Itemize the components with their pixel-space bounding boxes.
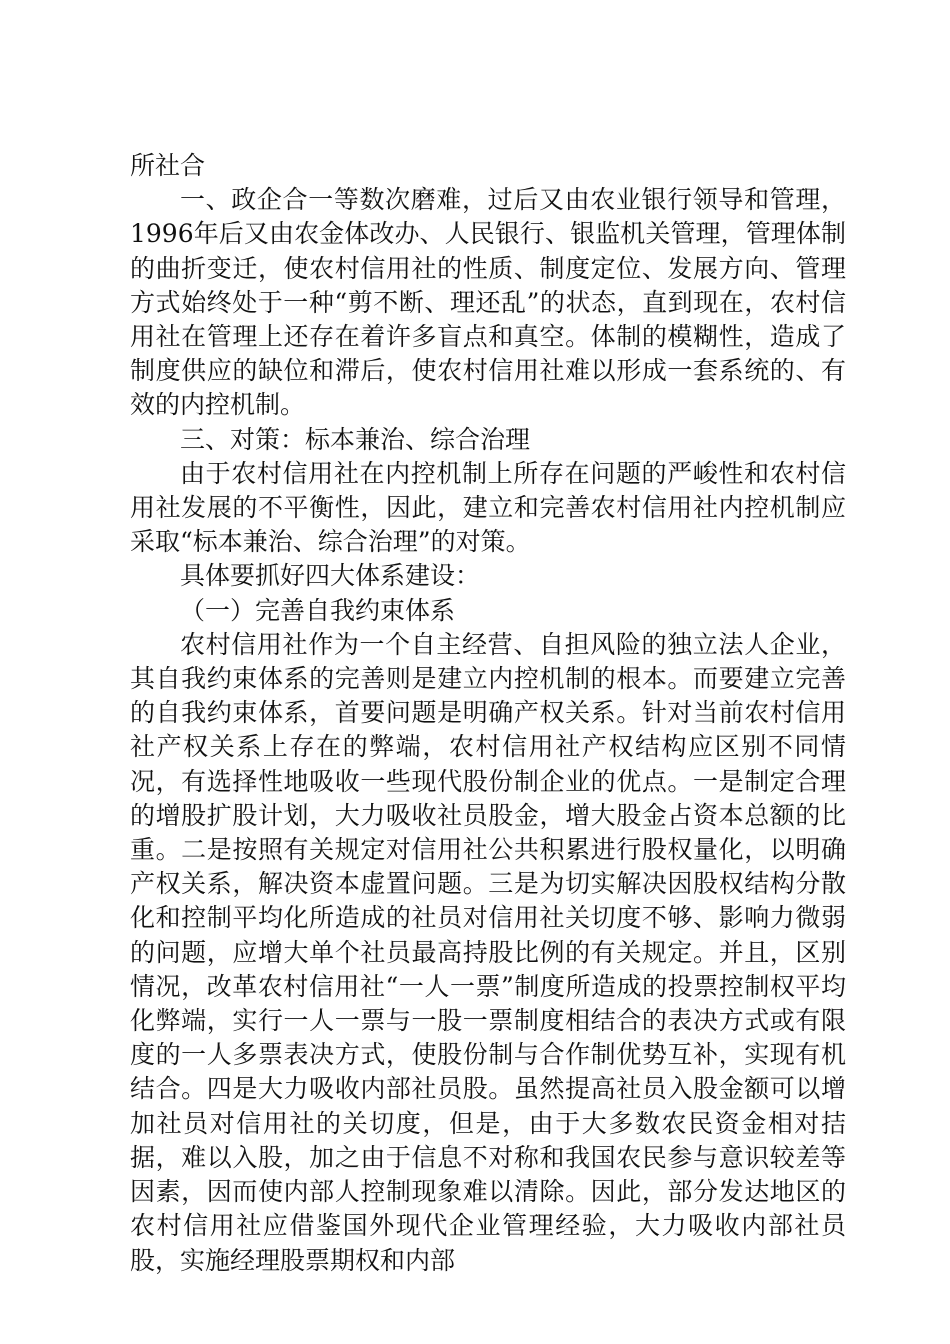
subsection-heading-self-restraint: （一）完善自我约束体系 (180, 595, 456, 625)
paragraph-four-systems: 具体要抓好四大体系建设： (180, 561, 481, 591)
paragraph-fragment: 所社合 (130, 151, 206, 180)
paragraph-management-history: 一、政企合一等数次磨难，过后又由农业银行领导和管理，1996年后又由农金体改办、人民银行、银监机关管理，管理体制的曲折变迁，使农村信用社的性质、制度定位、发展方向、管理方式始终处于一种“剪不断、理还乱”的状态，直到现在，农村信用社在管理上还存在着许多盲点和真空。体制的模糊性，造成了制度供应的缺位和滞后，使农村信用社难以形成一套系统的、有效的内控机制。 (130, 185, 846, 420)
document-body (130, 149, 846, 1278)
paragraph-countermeasures-intro: 由于农村信用社在内控机制上所存在问题的严峻性和农村信用社发展的不平衡性，因此，建立和完善农村信用社内控机制应采取“标本兼治、综合治理”的对策。 (130, 458, 846, 557)
paragraph-self-restraint-system: 农村信用社作为一个自主经营、自担风险的独立法人企业，其自我约束体系的完善则是建立内控机制的根本。而要建立完善的自我约束体系，首要问题是明确产权关系。针对当前农村信用社产权关系上存在的弊端，农村信用社产权结构应区别不同情况，有选择性地吸收一些现代股份制企业的优点。一是制定合理的增股扩股计划，大力吸收社员股金，增大股金占资本总额的比重。二是按照有关规定对信用社公共积累进行股权量化，以明确产权关系，解决资本虚置问题。三是为切实解决因股权结构分散化和控制平均化所造成的社员对信用社关切度不够、影响力微弱的问题，应增大单个社员最高持股比例的有关规定。并且，区别情况，改革农村信用社“一人一票”制度所造成的投票控制权平均化弊端，实行一人一票与一股一票制度相结合的表决方式或有限度的一人多票表决方式，使股份制与合作制优势互补，实现有机结合。四是大力吸收内部社员股。虽然提高社员入股金额可以增加社员对信用社的关切度，但是，由于大多数农民资金相对拮据，难以入股，加之由于信息不对称和我国农民参与意识较差等因素，因而使内部人控制现象难以清除。因此，部分发达地区的农村信用社应借鉴国外现代企业管理经验，大力吸收内部社员股，实施经理股票期权和内部 (130, 629, 846, 1275)
section-heading-countermeasures: 三、对策：标本兼治、综合治理 (180, 424, 531, 454)
